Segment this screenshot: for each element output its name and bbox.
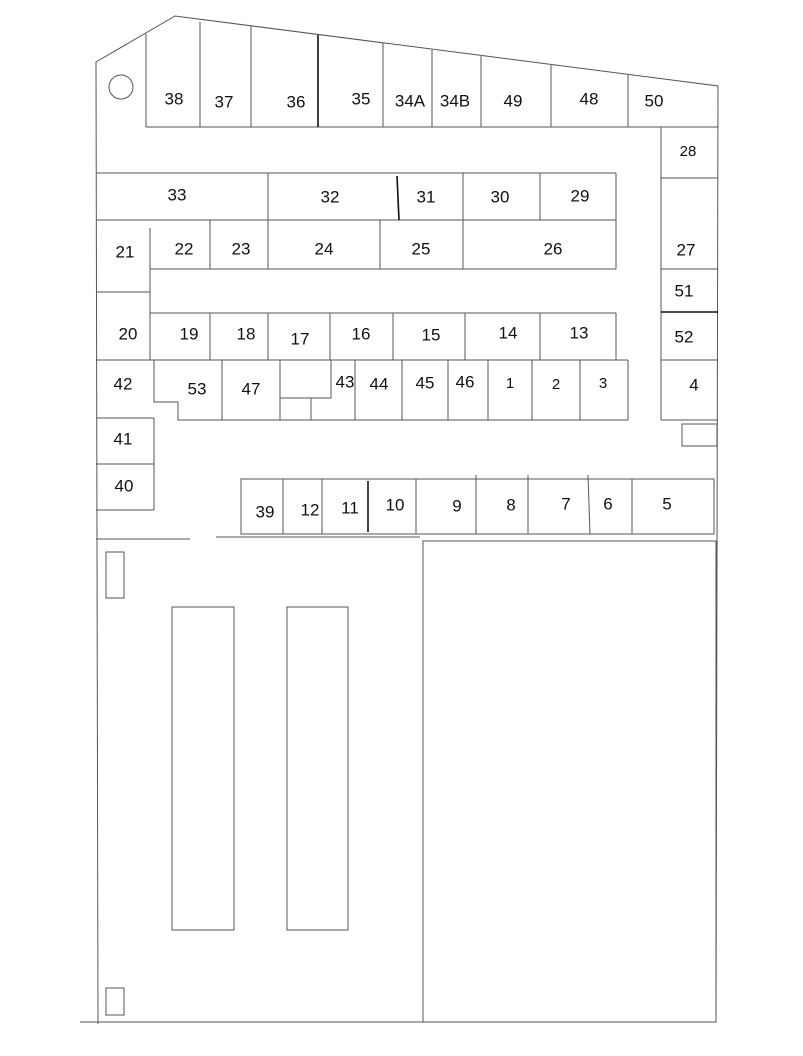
unit-21-label[interactable]: 21 bbox=[115, 242, 135, 262]
unit-7-label[interactable]: 7 bbox=[561, 494, 571, 514]
unit-32-label[interactable]: 32 bbox=[320, 187, 340, 207]
unit-53-label[interactable]: 53 bbox=[187, 379, 207, 399]
unit-48-label[interactable]: 48 bbox=[579, 89, 599, 109]
unit-17-label[interactable]: 17 bbox=[290, 329, 310, 349]
unit-26-label[interactable]: 26 bbox=[543, 239, 563, 259]
unit-28-label[interactable]: 28 bbox=[679, 142, 697, 160]
unit-19-label[interactable]: 19 bbox=[179, 324, 199, 344]
unit-44-label[interactable]: 44 bbox=[369, 374, 389, 394]
unit-34B-label[interactable]: 34B bbox=[439, 91, 471, 111]
unit-30-label[interactable]: 30 bbox=[490, 187, 510, 207]
utility-box bbox=[682, 424, 717, 446]
unit-4-label[interactable]: 4 bbox=[689, 375, 699, 395]
circle-marker-icon bbox=[109, 75, 133, 99]
unit-39-label[interactable]: 39 bbox=[255, 502, 275, 522]
unit-2-label[interactable]: 2 bbox=[551, 375, 561, 393]
unit-16-label[interactable]: 16 bbox=[351, 324, 371, 344]
unit-45-label[interactable]: 45 bbox=[415, 373, 435, 393]
unit-27-label[interactable]: 27 bbox=[676, 240, 696, 260]
unit-3-label[interactable]: 3 bbox=[598, 374, 608, 392]
unit-23-label[interactable]: 23 bbox=[231, 239, 251, 259]
unit-52-label[interactable]: 52 bbox=[674, 327, 694, 347]
unit-34A-label[interactable]: 34A bbox=[394, 91, 426, 111]
unit-24-label[interactable]: 24 bbox=[314, 239, 334, 259]
unit-49-label[interactable]: 49 bbox=[503, 91, 523, 111]
unit-10-label[interactable]: 10 bbox=[385, 495, 405, 515]
unit-38-label[interactable]: 38 bbox=[164, 89, 184, 109]
unit-35-label[interactable]: 35 bbox=[351, 89, 371, 109]
small-marker-top bbox=[106, 552, 124, 598]
unit-5-label[interactable]: 5 bbox=[662, 494, 672, 514]
unit-15-label[interactable]: 15 bbox=[421, 325, 441, 345]
unit-6-label[interactable]: 6 bbox=[603, 494, 613, 514]
unit-42-label[interactable]: 42 bbox=[113, 374, 133, 394]
unit-41-label[interactable]: 41 bbox=[113, 429, 133, 449]
storage-rack-right bbox=[287, 607, 348, 930]
unit-36-label[interactable]: 36 bbox=[286, 92, 306, 112]
small-marker-bottom bbox=[106, 988, 124, 1015]
unit-46-label[interactable]: 46 bbox=[455, 372, 475, 392]
unit-22-label[interactable]: 22 bbox=[174, 239, 194, 259]
unit-13-label[interactable]: 13 bbox=[569, 323, 589, 343]
unit-14-label[interactable]: 14 bbox=[498, 323, 518, 343]
unit-40-label[interactable]: 40 bbox=[114, 476, 134, 496]
unit-20-label[interactable]: 20 bbox=[118, 324, 138, 344]
unit-12-label[interactable]: 12 bbox=[300, 500, 320, 520]
unit-8-label[interactable]: 8 bbox=[506, 495, 516, 515]
unit-labels bbox=[114, 89, 699, 521]
warehouse-block bbox=[423, 541, 716, 1022]
unit-18-label[interactable]: 18 bbox=[236, 324, 256, 344]
unit-25-label[interactable]: 25 bbox=[411, 239, 431, 259]
unit-43-label[interactable]: 43 bbox=[335, 372, 355, 392]
unit-51-label[interactable]: 51 bbox=[674, 281, 694, 301]
unit-31-label[interactable]: 31 bbox=[416, 187, 436, 207]
unit-33-label[interactable]: 33 bbox=[167, 185, 187, 205]
unit-47-label[interactable]: 47 bbox=[241, 379, 261, 399]
unit-37-label[interactable]: 37 bbox=[214, 92, 234, 112]
storage-rack-left bbox=[172, 607, 234, 930]
unit-11-label[interactable]: 11 bbox=[341, 498, 359, 518]
lower-area bbox=[96, 537, 716, 1022]
unit-29-label[interactable]: 29 bbox=[570, 186, 590, 206]
unit-9-label[interactable]: 9 bbox=[452, 496, 462, 516]
unit-1-label[interactable]: 1 bbox=[505, 374, 515, 392]
unit-50-label[interactable]: 50 bbox=[644, 91, 664, 111]
